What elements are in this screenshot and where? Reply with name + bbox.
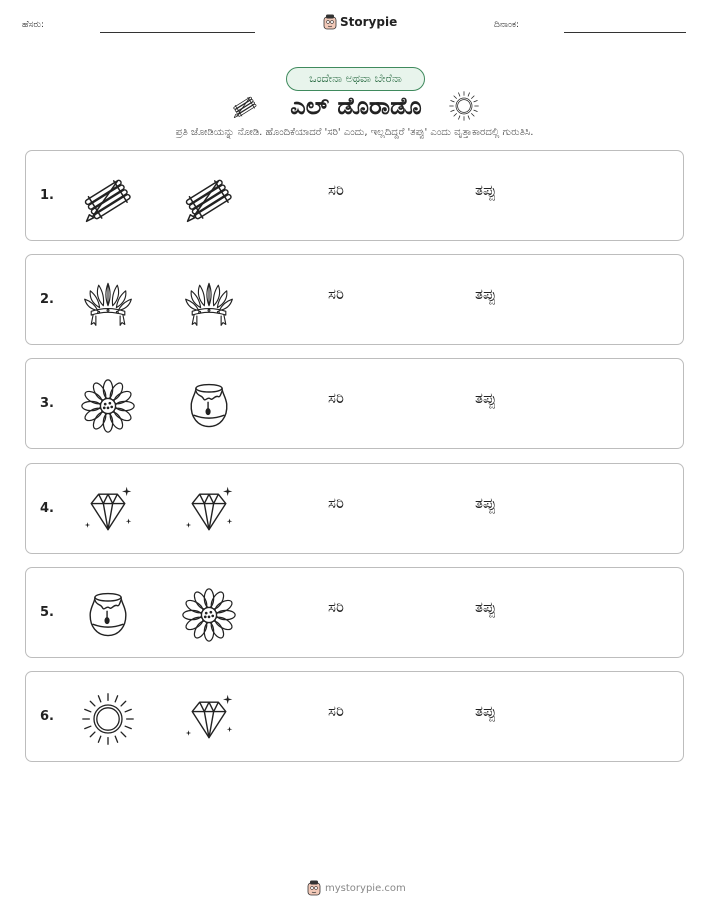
- date-field[interactable]: [564, 32, 686, 33]
- instructions: ಪ್ರತಿ ಜೋಡಿಯನ್ನು ನೋಡಿ. ಹೊಂದಿಕೆಯಾದರೆ 'ಸರಿ' ಎಂದು, ಇಲ್ಲದಿದ್ದರೆ 'ತಪ್ಪು' ಎಂದು ವೃತ್ತಾಕಾರದಲ್ಲಿ ಗುರುತಿಸಿ.: [175, 127, 534, 138]
- sun-icon: [448, 90, 480, 122]
- false-option[interactable]: ತಪ್ಪು: [475, 181, 497, 199]
- true-option[interactable]: ಸರಿ: [328, 597, 344, 616]
- name-field[interactable]: [100, 32, 255, 33]
- title-row: [0, 90, 709, 124]
- true-option[interactable]: ಸರಿ: [328, 181, 344, 199]
- question-card: [25, 463, 684, 554]
- false-option[interactable]: ತಪ್ಪು: [475, 597, 497, 616]
- false-option[interactable]: ತಪ್ಪು: [475, 702, 497, 720]
- question-card: [25, 671, 684, 762]
- true-option[interactable]: ಸರಿ: [328, 285, 344, 304]
- activity-badge: ಒಂದೇನಾ ಅಥವಾ ಬೇರೆನಾ: [286, 67, 425, 91]
- storypie-logo-icon: [323, 14, 337, 30]
- footer-website: mystorypie.com: [325, 882, 406, 894]
- name-label: ಹೆಸರು:: [22, 20, 45, 30]
- true-option[interactable]: ಸರಿ: [328, 702, 344, 720]
- question-number: 6.: [40, 709, 54, 724]
- raft-icon: [80, 170, 136, 226]
- false-option[interactable]: ತಪ್ಪು: [475, 493, 497, 512]
- worksheet-header: [0, 14, 709, 38]
- question-number: 4.: [40, 500, 54, 516]
- honey-pot-icon: [181, 378, 237, 434]
- sun-icon: [80, 691, 136, 747]
- raft-icon: [181, 170, 237, 226]
- storypie-logo-icon: [307, 880, 321, 896]
- honey-pot-icon: [80, 587, 136, 643]
- question-card: [25, 254, 684, 345]
- diamond-icon: [181, 483, 237, 539]
- question-number: 5.: [40, 604, 54, 620]
- false-option[interactable]: ತಪ್ಪು: [475, 285, 497, 304]
- diamond-icon: [80, 483, 136, 539]
- false-option[interactable]: ತಪ್ಪು: [475, 389, 497, 408]
- flower-icon: [80, 378, 136, 434]
- diamond-icon: [181, 691, 237, 747]
- question-number: 2.: [40, 292, 54, 308]
- true-option[interactable]: ಸರಿ: [328, 389, 344, 408]
- flower-icon: [181, 587, 237, 643]
- headdress-icon: [181, 274, 237, 330]
- footer: [307, 880, 406, 896]
- question-card: [25, 150, 684, 241]
- true-option[interactable]: ಸರಿ: [328, 493, 344, 512]
- question-number: 1.: [40, 188, 54, 203]
- raft-icon: [228, 92, 262, 120]
- headdress-icon: [80, 274, 136, 330]
- page-title: ಎಲ್ ಡೊರಾಡೊ: [290, 92, 422, 120]
- date-label: ದಿನಾಂಕ:: [494, 20, 520, 30]
- question-card: [25, 567, 684, 658]
- brand-name: Storypie: [340, 15, 398, 29]
- brand: [323, 14, 397, 30]
- question-card: [25, 358, 684, 449]
- question-number: 3.: [40, 396, 54, 412]
